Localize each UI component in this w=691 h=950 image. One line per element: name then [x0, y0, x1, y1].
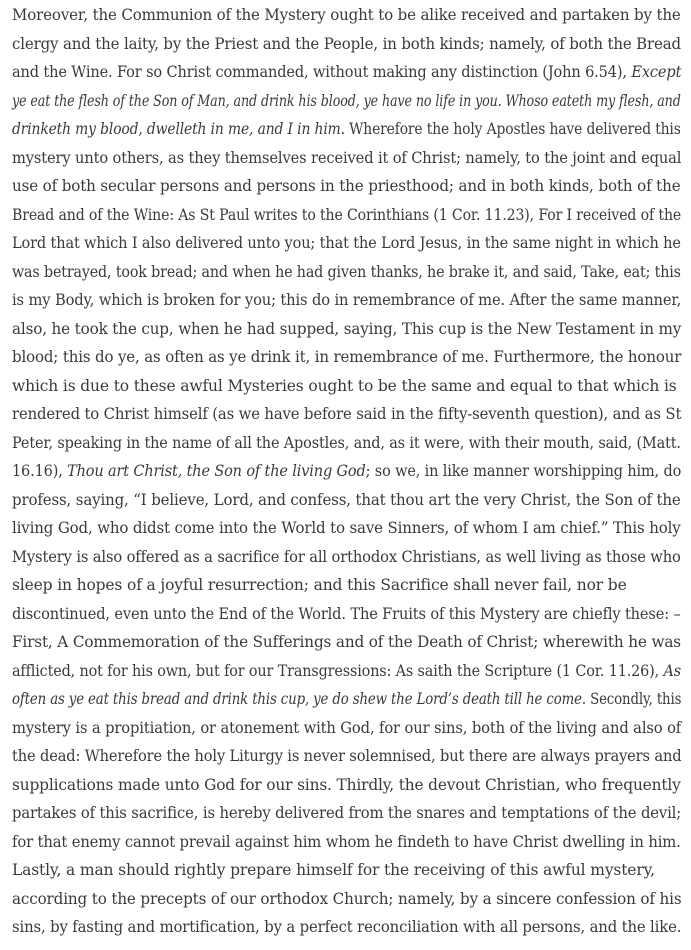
text-line	[12, 571, 681, 600]
text-line	[12, 258, 681, 287]
text-line	[12, 828, 681, 857]
italic-quote-segment: Thou art Christ, the Son of the living God	[67, 462, 366, 480]
text-segment: Mystery is also offered as a sacrifice for all orthodox Christians, as well living as those who	[12, 547, 681, 566]
text-segment: Lord that which I also delivered unto you; that the Lord Jesus, in the same night in which he	[12, 234, 681, 252]
italic-quote-segment: Except	[631, 63, 682, 81]
italic-quote-segment: ye eat the flesh of the Son of Man, and drink his blood, ye have no life in you. Whoso eateth my flesh, and	[12, 91, 681, 110]
text-line	[12, 429, 681, 458]
text-segment: Peter, speaking in the name of all the Apostles, and, as it were, with their mouth, said, (Matt.	[12, 433, 681, 452]
text-segment: was betrayed, took bread; and when he had given thanks, he brake it, and said, Take, eat; this	[12, 262, 681, 281]
text-line	[12, 628, 681, 657]
text-line	[12, 457, 682, 486]
text-segment: clergy and the laity, by the Priest and the People, in both kinds; namely, of both the Bread	[12, 34, 681, 53]
text-segment: supplications made unto God for our sins. Thirdly, the devout Christian, who frequently	[12, 775, 681, 794]
text-segment: use of both secular persons and persons in the priesthood; and in both kinds, both of the	[12, 177, 681, 195]
text-segment: the dead: Wherefore the holy Liturgy is never solemnised, but there are always prayers and	[12, 747, 682, 765]
text-segment: 16.16),	[12, 462, 68, 480]
text-line	[12, 58, 682, 87]
text-line	[12, 229, 681, 258]
text-segment: is my Body, which is broken for you; this do in remembrance of me. After the same manner,	[12, 291, 682, 309]
text-line	[12, 913, 682, 942]
text-segment: rendered to Christ himself (as we have before said in the fifty-seventh question), and as St	[12, 405, 682, 423]
text-segment: sleep in hopes of a joyful resurrection; and this Sacrifice shall never fail, nor be	[12, 576, 627, 594]
text-segment: Bread and of the Wine: As St Paul writes to the Corinthians (1 Cor. 11.23), For I received of the	[12, 205, 682, 224]
text-line	[12, 771, 681, 800]
text-line	[12, 315, 682, 344]
text-line	[12, 885, 682, 914]
text-segment: according to the precepts of our orthodox Church; namely, by a sincere confession of his	[12, 889, 682, 908]
text-line	[12, 486, 681, 515]
text-segment: living God, who didst come into the World to save Sinners, of whom I am chief.” This holy	[12, 519, 681, 537]
text-segment: sins, by fasting and mortification, by a perfect reconciliation with all persons, and the like.	[12, 918, 682, 936]
text-segment: and the Wine. For so Christ commanded, without making any distinction (John 6.54),	[12, 63, 632, 81]
text-segment: discontinued, even unto the End of the World. The Fruits of this Mystery are chiefly these: –	[12, 604, 681, 623]
text-line	[12, 172, 681, 201]
text-line	[12, 714, 682, 743]
text-segment: which is due to these awful Mysteries ought to be the same and equal to that which is	[12, 376, 677, 395]
text-segment: . Secondly, this	[581, 690, 682, 708]
italic-quote-segment: often as ye eat this bread and drink this cup, ye do shew the Lord’s death till he come	[12, 690, 582, 708]
text-line	[12, 799, 682, 828]
text-line	[12, 30, 681, 59]
text-segment: for that enemy cannot prevail against him whom he findeth to have Christ dwelling in him.	[12, 832, 681, 851]
text-segment: afflicted, not for his own, but for our Transgressions: As saith the Scripture (1 Cor. 11.26),	[12, 661, 664, 680]
italic-quote-segment: drinketh my blood, dwelleth in me, and I in him	[12, 120, 341, 138]
text-line	[12, 657, 681, 686]
text-segment: Lastly, a man should rightly prepare himself for the receiving of this awful mystery,	[12, 861, 655, 879]
text-line	[12, 343, 682, 372]
text-segment: ; so we, in like manner worshipping him, do	[365, 462, 682, 480]
text-line	[12, 1, 681, 30]
text-segment: mystery unto others, as they themselves received it of Christ; namely, to the joint and equal	[12, 148, 682, 167]
text-line	[12, 400, 682, 429]
body-text	[12, 1, 681, 942]
text-line	[12, 543, 681, 572]
text-segment: Moreover, the Communion of the Mystery ought to be alike received and partaken by the	[12, 6, 681, 24]
text-line	[12, 856, 681, 885]
text-line	[12, 742, 682, 771]
text-segment: blood; this do ye, as often as ye drink it, in remembrance of me. Furthermore, the honour	[12, 348, 682, 366]
text-segment: profess, saying, “I believe, Lord, and confess, that thou art the very Christ, the Son of the	[12, 490, 681, 509]
text-line	[12, 115, 681, 144]
text-line	[12, 286, 682, 315]
text-segment: also, he took the cup, when he had supped, saying, This cup is the New Testament in my	[12, 319, 682, 338]
text-line	[12, 685, 682, 714]
text-line	[12, 87, 681, 116]
text-line	[12, 514, 681, 543]
text-segment: . Wherefore the holy Apostles have delivered this	[340, 120, 681, 138]
italic-quote-segment: As	[663, 661, 681, 680]
text-line	[12, 600, 681, 629]
text-line	[12, 144, 682, 173]
text-segment: mystery is a propitiation, or atonement with God, for our sins, both of the living and also of	[12, 718, 682, 737]
text-segment: partakes of this sacrifice, is hereby delivered from the snares and temptations of the devil;	[12, 804, 682, 822]
text-line	[12, 372, 681, 401]
text-segment: First, A Commemoration of the Sufferings and of the Death of Christ; wherewith he was	[12, 633, 681, 651]
text-line	[12, 201, 682, 230]
